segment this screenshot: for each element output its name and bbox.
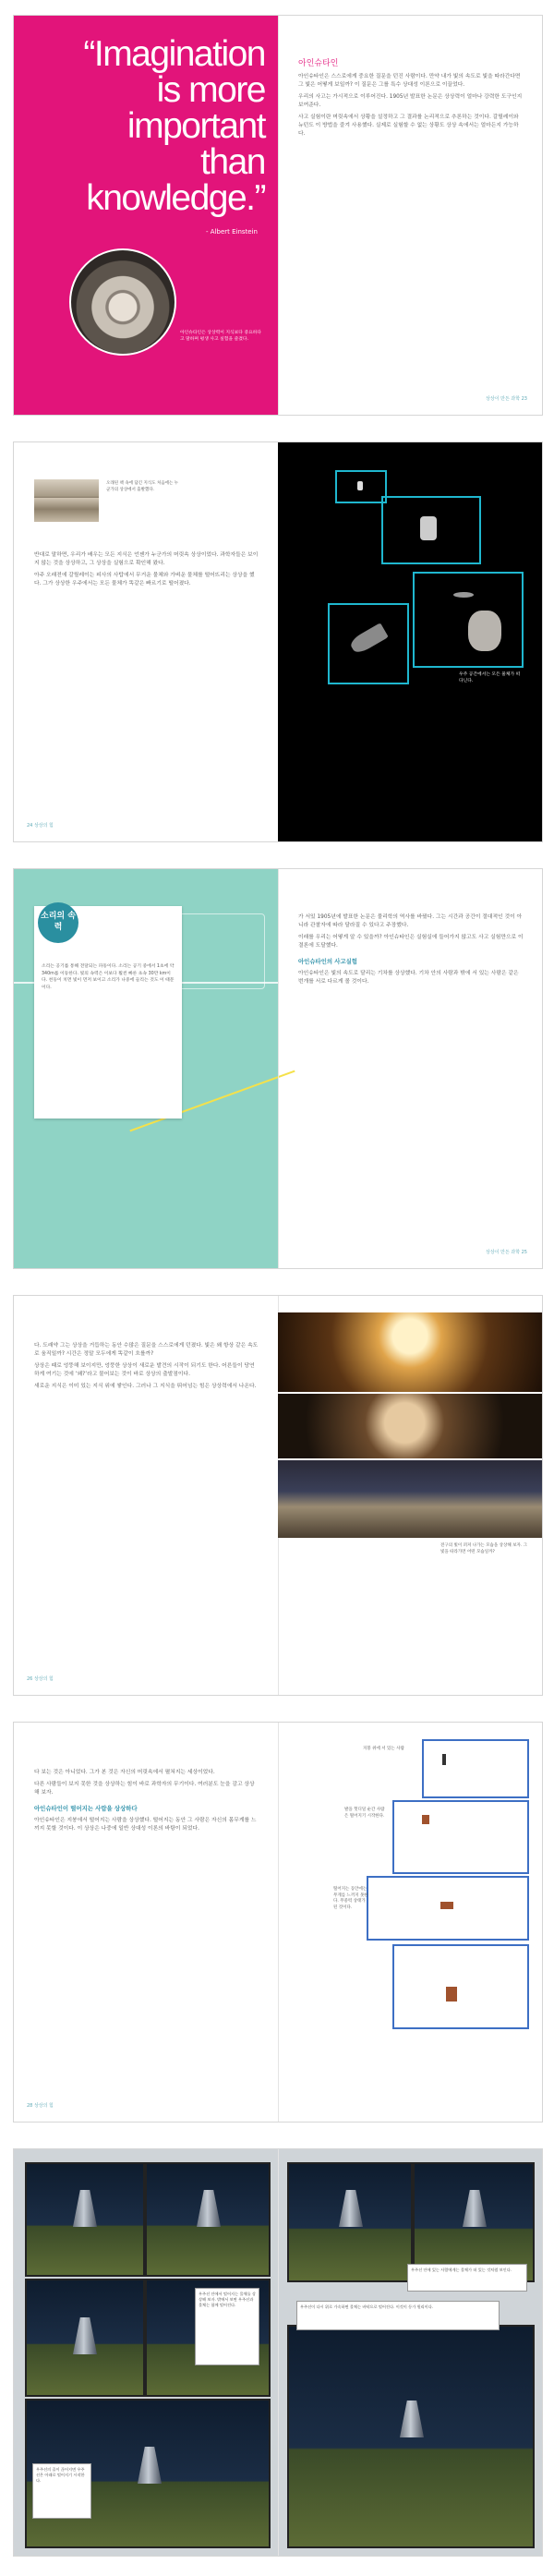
panel-caption: 발을 헛디딜 순간 사람은 떨어지기 시작한다. [344,1808,385,1819]
capsule-panel [287,2162,413,2282]
body-text [298,60,525,142]
panel-caption: 우주선 안에서 떨어지는 물체를 상상해 보자. 밖에서 보면 우주선과 물체는 함께 떨어진다. [195,2288,259,2365]
rocket-icon [348,623,389,656]
paragraph: 새로운 지식은 이미 있는 지식 위에 쌓인다. 그러나 그 지식을 뛰어넘는 힘은 상상력에서 나온다. [34,1384,257,1389]
spread-4 [13,1295,543,1696]
paragraph: 이래를 우리는 어떻게 알 수 있을까? 아인슈타인은 실험실에 들어가지 않고도 사고 실험만으로 이 결론에 도달했다. [298,935,524,949]
capsule-page-left [14,2149,278,2556]
capsule-icon [339,2190,363,2227]
body-text [298,913,525,990]
ufo-frame [413,572,524,668]
person-icon [440,1902,453,1909]
spread-1 [13,15,543,416]
einstein-portrait [69,248,176,356]
paragraph: 다. 도래약 그는 상상을 거듭하는 동안 수많은 질문을 스스로에게 던졌다. 빛은 왜 항상 같은 속도로 움직일까? 시간은 정말 모두에게 똑같이 흐를까? [34,1343,259,1357]
capsule-panel [25,2162,145,2277]
quote-page [14,16,278,415]
dropcap-name: 아인슈타인 [298,59,339,68]
rooftop-frame [422,1739,529,1798]
space-illustration-page [278,442,542,841]
body-text [34,1342,259,1395]
capsule-panel [145,2162,271,2277]
panel-caption: 우주선이 다시 위로 가속하면 물체는 바닥으로 떨어진다. 이것이 등가 원리이다. [296,2301,500,2330]
capsule-icon [73,2190,97,2227]
capsule-page-right [278,2149,542,2556]
photo-page [278,1296,542,1695]
person-icon [442,1754,446,1765]
spread-6 [13,2148,543,2557]
astronaut-frame [335,470,387,503]
paragraph: 다른 사람들이 보지 못한 것을 상상하는 힘이 바로 과학자의 무기이다. 여러분도 눈을 감고 상상해 보자. [34,1782,255,1796]
paragraph: 사고 실험이란 머릿속에서 상황을 설정하고 그 결과를 논리적으로 추론하는 것이다. 갈릴레이와 뉴턴도 이 방법을 즐겨 사용했다. 실제로 실험할 수 없는 상황도 상상 속에서는 얼마든지 가능하다. [298,115,519,137]
capsule-icon [73,2317,97,2354]
paragraph: 반대로 말하면, 우리가 배우는 모든 지식은 언젠가 누군가의 머릿속 상상이었다. 과학자들은 보이지 않는 것을 상상하고, 그 상상을 실험으로 확인해 왔다. [34,552,259,566]
book-light-photo [278,1460,542,1538]
falling-person-page [278,1723,542,2122]
paragraph: 다 보는 것은 아니었다. 그가 본 것은 자신의 머릿속에서 펼쳐지는 세상이었다. [34,1770,215,1775]
panel-caption: 우주선 안에 있는 사람에게는 물체가 떠 있는 것처럼 보인다. [407,2264,527,2292]
books-caption: 오래된 책 속에 담긴 지식도 처음에는 누군가의 상상에서 출발했다. [106,481,179,492]
capsule-panel [287,2325,535,2548]
paragraph: 아인슈타인은 빛의 속도로 달리는 기차를 상상했다. 기차 안의 사람과 밖에 서 있는 사람은 같은 번개를 서로 다르게 볼 것이다. [298,971,519,985]
page-folio: 26 상상의 힘 [27,1676,54,1682]
paragraph: 가 서있 1905년에 발표한 논문은 물리학의 역사를 바꿨다. 그는 시간과 공간이 절대적인 것이 아니라 관찰자에 따라 달라질 수 있다고 주장했다. [298,914,523,928]
section-subhead: 아인슈타인이 떨어지는 사람을 상상하다 [34,1805,138,1812]
asteroid-icon [468,611,501,651]
panel-caption: 떨어지는 동안에는 무게를 느끼지 못한다. 무중력 상태가 된 것이다. [333,1887,368,1910]
section-subhead: 아인슈타인의 사고실험 [298,958,357,965]
spread-3 [13,868,543,1269]
person-icon [422,1815,429,1824]
page-folio: 24 상상의 힘 [27,823,54,828]
panel-caption: 지붕 위에 서 있는 사람 [363,1747,404,1751]
rocket-frame [328,603,409,684]
paragraph: 아인슈타인은 지붕에서 떨어지는 사람을 상상했다. 떨어지는 동안 그 사람은 자신의 몸무게를 느끼지 못할 것이다. 이 상상은 나중에 일반 상대성 이론의 바탕이 되었다. [34,1818,257,1832]
quote-attribution: - Albert Einstein [206,228,258,236]
sound-speed-page [14,869,278,1268]
quote-line: important [126,106,265,146]
spacewalk-frame [381,496,481,564]
capsule-panel [25,2279,145,2397]
quote-line: than [200,142,265,182]
falling-frame [367,1876,529,1941]
capsule-icon [463,2190,487,2227]
person-icon [446,1987,457,2002]
text-page-28 [14,1723,278,2122]
info-box [34,906,182,1119]
capsule-icon [138,2447,162,2484]
info-box-text: 소리는 공기를 통해 전달되는 파동이다. 소리는 공기 중에서 1초에 약 340m를 이동한다. 빛의 속력은 이보다 훨씬 빠른 초속 30만 km이다. 천둥이 치면 빛이 먼저 보이고 소리가 나중에 들리는 것도 이 때문이다. [42,964,175,990]
panel-caption: 우주선의 줄이 끊어지면 우주선은 아래로 떨어지기 시작한다. [32,2463,91,2519]
capsule-icon [400,2401,424,2437]
paragraph: 아인슈타인은 스스로에게 중요한 질문을 던진 사람이다. 만약 내가 빛의 속도로 빛을 따라간다면 그 빛은 어떻게 보일까? 이 질문은 그를 특수 상대성 이론으로 이끌었다. [298,74,521,88]
photo-caption: 전구의 빛이 퍼져 나가는 모습을 상상해 보자. 그 빛을 따라가면 어떤 모습일까? [440,1543,528,1554]
einstein-quote [25,36,265,216]
ufo-icon [453,592,474,598]
text-page-25 [278,869,542,1268]
quote-line: is more [156,70,265,110]
quote-line: knowledge.” [86,178,265,218]
paragraph: 아주 오래전에 갈릴레이는 피사의 사탑에서 무거운 물체와 가벼운 물체를 떨어뜨리는 상상을 했다. 그가 상상한 우주에서는 모든 물체가 똑같은 빠르기로 떨어졌다. [34,573,255,587]
page-folio: 상상이 만든 과학 23 [486,396,527,402]
text-page-26 [14,1296,278,1695]
astronaut-icon [357,481,363,490]
paragraph: 상상은 때로 엉뚱해 보이지만, 엉뚱한 상상이 새로운 발견의 시작이 되기도 한다. 어른들이 당연하게 여기는 것에 ‘왜?’라고 물어보는 것이 바로 상상의 출발점이다. [34,1363,255,1377]
body-text [34,1769,259,1837]
portrait-caption: 아인슈타인은 상상력이 지식보다 중요하다고 말하며 평생 사고 실험을 즐겼다. [180,331,261,342]
space-caption: 우주 공간에서는 모든 물체가 떠다닌다. [459,672,521,683]
old-books-photo [34,479,99,522]
capsule-icon [197,2190,221,2227]
text-page-24 [14,442,278,841]
page-folio: 28 상상의 힘 [27,2103,54,2109]
glass-orb-photo [278,1394,542,1458]
page-folio: 상상이 만든 과학 25 [486,1250,527,1255]
light-bulb-photo [278,1312,542,1392]
jump-frame [392,1800,529,1874]
info-badge: 소리의 속력 [38,902,78,943]
astronaut-icon [420,516,437,540]
spread-2 [13,441,543,842]
body-text [34,551,259,592]
quote-line: “Imagination [83,34,265,74]
paragraph: 우리의 사고는 가시적으로 이루어진다. 1905년 발표한 논문은 상상력이 얼마나 강력한 도구인지 보여준다. [298,94,523,108]
text-page-23 [278,16,542,415]
spread-5 [13,1722,543,2122]
landing-frame [392,1944,529,2029]
